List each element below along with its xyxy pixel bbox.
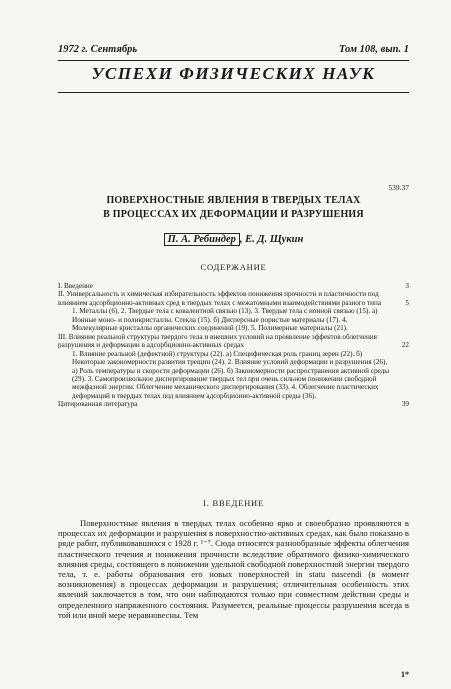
article-title-line-2: В ПРОЦЕССАХ ИХ ДЕФОРМАЦИИ И РАЗРУШЕНИЯ (103, 209, 364, 220)
toc-entry-text: Цитированная литература (58, 400, 138, 409)
toc-entry-text: 1. Влияние реальной (дефектной) структуры (22). а) Специфическая роль границ зерен (22). б) Некоторые закономерности развития трещин (24). 2. Влияние условий деформации и разрушения (26). а) Роль температуры и скорости деформации (26). б) Закономерности распространения активной среды (29). 3. Самопроизвольное диспергирование твердых тел при очень сильном понижении свободной межфазной энергии. Облегчение механического диспергирования (33). 4. Облегчение пластических деформаций в твердых телах под влиянием адсорбционно-активной среды (36). (72, 349, 390, 400)
article-authors (58, 234, 409, 245)
introduction-paragraph: Поверхностные явления в твердых телах особенно ярко и своеобразно проявляются в процессах их деформации и разрушения в поверхностно-активных средах, как было показано в ряде работ, публиковавшихся с 1928 г. ¹⁻⁷. Сюда относятся разнообразные эффекты облегчения пластического течения и понижения прочности вследствие обратимого физико-химического влияния среды, состоящего в понижении удельной свободной поверхностной энергии твердого тела, т. е. работы образования его новых поверхностей in statu nascendi (в момент возникновения) в процессах деформации и разрушения; отличительная особенность этих явлений заключается в том, что они наблюдаются только при совместном действии среды и определенного напряженного состояния. Разумеется, реальные процессы разрушения всегда в той или иной мере неравновесны. Тем (58, 518, 409, 620)
section-heading-introduction: I. ВВЕДЕНИЕ (203, 498, 264, 508)
toc-entry-text: III. Влияние реальной структуры твердого тела и внешних условий на проявление эффектов облегчения разрушения и деформации в адсорбционно-активных средах (58, 332, 377, 350)
toc-entry-introduction (58, 282, 409, 290)
article-title (58, 194, 409, 222)
article-title-line-1: ПОВЕРХНОСТНЫЕ ЯВЛЕНИЯ В ТВЕРДЫХ ТЕЛАХ (106, 195, 361, 206)
header-rule-bottom (58, 92, 409, 93)
toc-page-number: 39 (401, 400, 409, 409)
toc-entry-text: I. Введение (58, 282, 93, 290)
contents-heading: СОДЕРЖАНИЕ (200, 262, 267, 272)
toc-entry-section-2 (58, 290, 409, 307)
toc-entry-references (58, 400, 409, 408)
journal-title: УСПЕХИ ФИЗИЧЕСКИХ НАУК (91, 64, 376, 83)
toc-page-number: 22 (401, 341, 409, 350)
author-rebinder: П. А. Ребиндер (164, 233, 240, 246)
author-shchukin: Е. Д. Щукин (245, 234, 304, 245)
author-separator: , (239, 234, 243, 245)
issue-date: 1972 г. Сентябрь (58, 44, 138, 55)
table-of-contents (58, 282, 409, 409)
udc-code: 539.37 (388, 183, 409, 192)
introduction-body (58, 518, 409, 620)
toc-page-number: 3 (405, 282, 409, 290)
volume-issue: Том 108, вып. 1 (338, 44, 409, 55)
toc-entry-section-3 (58, 333, 409, 350)
toc-entry-text: II. Универсальность и химическая избирательность эффектов понижения прочности и пластичности под влиянием адсорбционно-активных сред в твердых телах с межатомными взаимодействиями разного типа (58, 290, 382, 307)
header-rule-top (58, 60, 409, 61)
signature-mark: 1* (401, 670, 409, 679)
running-header (58, 44, 409, 58)
toc-entry-text: 1. Металлы (6). 2. Твердые тела с ковалентной связью (13). 3. Твердые тела с ионной связью (15). а) Ионные моно- и поликристаллы. Стекла (15). б) Дисперсные пористые материалы (17). 4. Молекулярные кристаллы органических соединений (19). 5. Полимерные материалы (21). (72, 307, 378, 333)
toc-page-number: 5 (405, 298, 409, 307)
toc-subentries-section-2 (58, 307, 409, 332)
toc-subentries-section-3 (58, 350, 409, 401)
